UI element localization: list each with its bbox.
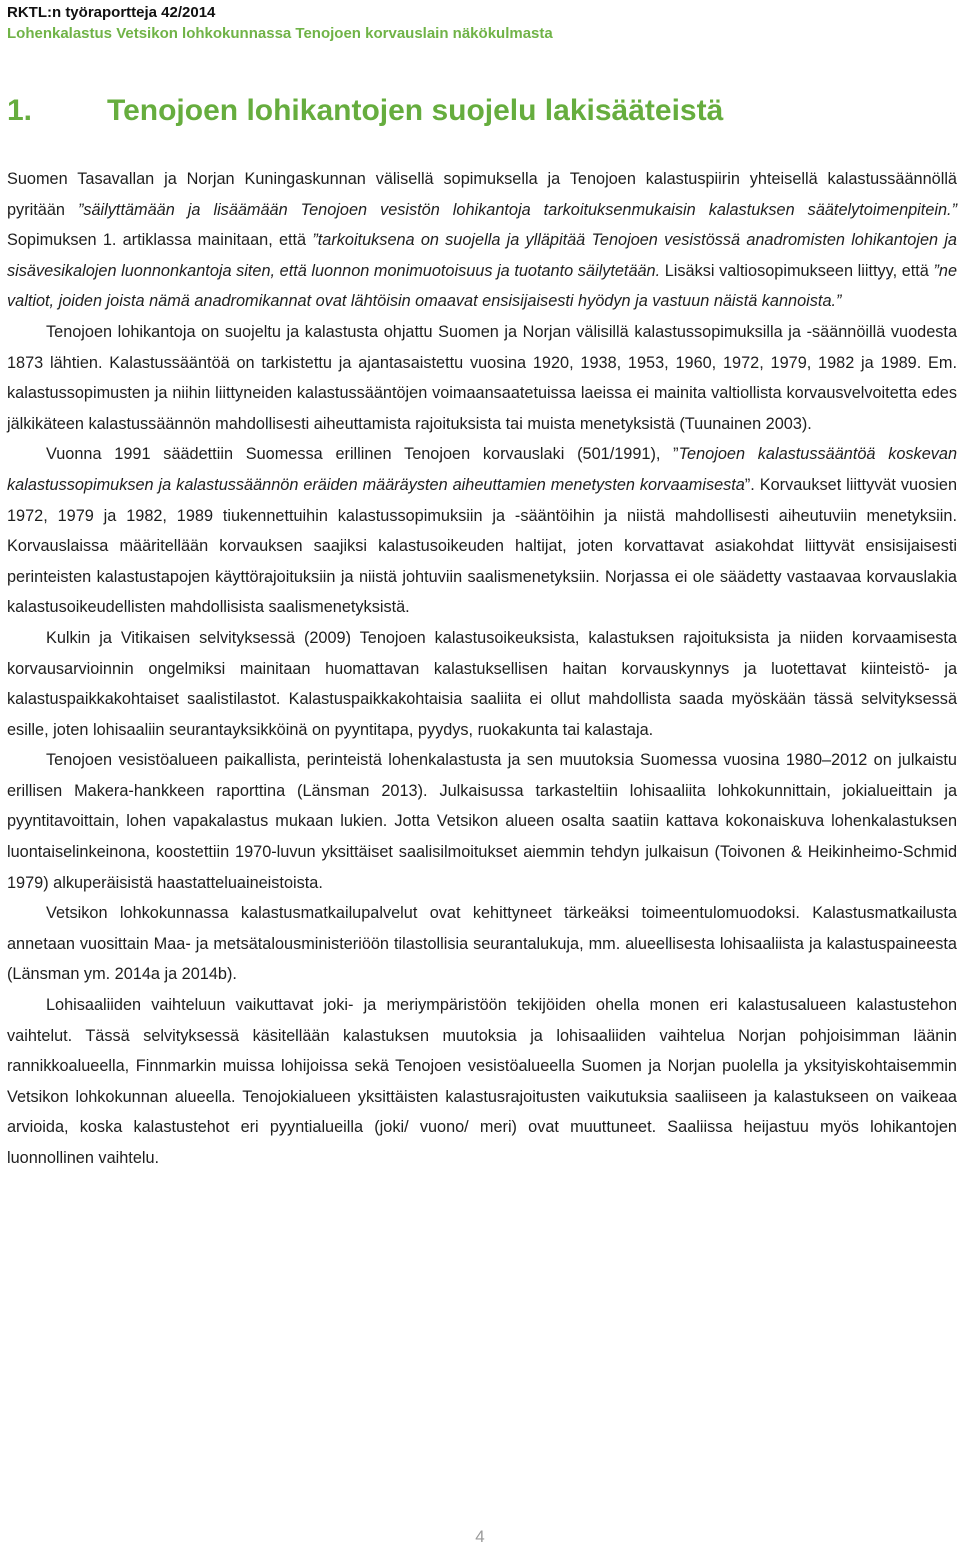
quoted-text: ”ne valtiot, joiden joista nämä anadromikannat ovat lähtöisin omaavat ensisijaisesti hyödyn ja vastuun näistä kannoista.”	[7, 261, 958, 311]
body-text	[7, 164, 957, 1174]
quoted-text: ”tarkoituksena on suojella ja ylläpitää Tenojoen vesistössä anadromisten lohikantojen ja sisävesikalojen luonnonkantoja siten, että luonnon monimuotoisuus ja tuotanto säilytetään.	[7, 231, 957, 280]
paragraph-text: Lisäksi valtiosopimukseen liittyy, että	[660, 261, 934, 280]
paragraph-text: Sopimuksen 1. artiklassa mainitaan, että	[7, 231, 313, 250]
paragraph-text: Suomen Tasavallan ja Norjan Kuningaskunnan välisellä sopimuksella ja Tenojoen kalastuspiirin yhteisellä kalastussäännöllä pyritään	[7, 170, 957, 219]
body-paragraph	[7, 623, 957, 745]
paragraph-text: ”. Korvaukset liittyvät vuosien 1972, 1979 ja 1982, 1989 tiukennettuihin kalastussopimuksiin ja -sääntöihin ja niistä mahdollisesti aiheutuviin menetyksiin. Korvauslaissa määritellään korvauksen saajiksi kalastusoikeuden haltijat, joten korvattavat asiakohdat liittyvät ensisijaisesti perinteisten kalastustapojen käyttörajoituksiin ja niistä johtuviin saalismenetyksiin. Norjassa ei ole säädetty vastaavaa korvauslakia kalastusoikeudellisten mahdollisista saalismenetyksistä.	[7, 475, 957, 617]
paragraph-text: Lohisaaliiden vaihteluun vaikuttavat joki- ja meriympäristöön tekijöiden ohella monen eri kalastusalueen kalastustehon vaihtelut. Tässä selvityksessä käsitellään kalastuksen muutoksia ja lohisaaliiden vaihtelua Norjan pohjoisimman läänin rannikkoalueella, Finnmarkin muissa lohijoissa sekä Tenojoen vesistöalueella Suomen ja Norjan puolella ja yksityiskohtaisemmin Vetsikon lohkokunnan alueella. Tenojokialueen yksittäisten kalastusrajoitusten vaikutuksia saaliiseen ja kalastukseen on vaikeaa arvioida, koska kalastustehot eri pyyntialueilla (joki/ vuono/ meri) ovat muuttuneet. Saaliissa heijastuu myös lohikantojen luonnollinen vaihtelu.	[7, 996, 957, 1167]
section-title: Tenojoen lohikantojen suojelu lakisääteistä	[107, 94, 724, 127]
quoted-text: ”säilyttämään ja lisäämään Tenojoen vesistön lohikantoja tarkoituksenmukaisin kalastuksen säätelytoimenpitein.”	[77, 200, 957, 219]
quoted-text: Tenojoen kalastussääntöä koskevan kalastussopimuksen ja kalastussäännön eräiden määräysten aiheuttamien menetysten korvaamisesta	[7, 445, 958, 494]
body-paragraph	[7, 164, 957, 317]
paragraph-text: Vetsikon lohkokunnassa kalastusmatkailupalvelut ovat kehittyneet tärkeäksi toimeentulomuodoksi. Kalastusmatkailusta annetaan vuosittain Maa- ja metsätalousministeriöön tilastollisia seurantalukuja, mm. alueellisesta lohisaaliista ja kalastuspaineesta (Länsman ym. 2014a ja 2014b).	[7, 904, 957, 984]
body-paragraph	[7, 898, 957, 990]
body-paragraph	[7, 317, 957, 439]
body-paragraph	[7, 990, 957, 1174]
body-paragraph	[7, 439, 957, 623]
body-paragraph	[7, 745, 957, 898]
paragraph-text: Tenojoen lohikantoja on suojeltu ja kalastusta ohjattu Suomen ja Norjan välisillä kalastussopimuksilla ja -säännöillä vuodesta 1873 lähtien. Kalastussääntöä on tarkistettu ja ajantasaistettu vuosina 1920, 1938, 1953, 1960, 1972, 1979, 1982 ja 1989. Em. kalastussopimusten ja niihin liittyneiden kalastussääntöjen voimaansaatetuissa laeissa ei mainita valtiollista korvausvelvoitetta edes jälkikäteen kalastussäännön mahdollisesti aiheuttamista rajoituksista tai muista menetyksistä (Tuunainen 2003).	[7, 322, 957, 433]
paragraph-text: Vuonna 1991 säädettiin Suomessa erillinen Tenojoen korvauslaki (501/1991), ”	[46, 445, 679, 464]
report-series-label: RKTL:n työraportteja 42/2014	[7, 4, 216, 21]
section-number: 1.	[7, 94, 33, 127]
paragraph-text: Tenojoen vesistöalueen paikallista, perinteistä lohenkalastusta ja sen muutoksia Suomessa vuosina 1980–2012 on julkaistu erillisen Makera-hankkeen raporttina (Länsman 2013). Julkaisussa tarkasteltiin lohisaaliita lohkokunnittain, jokialueittain ja pyyntitavoittain, lohen vapakalastus mukaan lukien. Jotta Vetsikon alueen osalta saatiin kattava kokonaiskuva lohenkalastuksen luontaiselinkeinona, koostettiin 1970-luvun yksittäiset saalisilmoitukset aiemmin tehdyn julkaisun (Toivonen & Heikinheimo-Schmid 1979) alkuperäisistä haastatteluaineistoista.	[7, 751, 957, 892]
report-title: Lohenkalastus Vetsikon lohkokunnassa Tenojoen korvauslain näkökulmasta	[7, 25, 553, 42]
paragraph-text: Kulkin ja Vitikaisen selvityksessä (2009) Tenojoen kalastusoikeuksista, kalastuksen rajoituksista ja niiden korvaamisesta korvausarvioinnin ongelmiksi mainitaan huomattavan kalastuksellisen haitan korvauskynnys ja luotettavat kiinteistö- ja kalastuspaikkakohtaiset saalistilastot. Kalastuspaikkakohtaisia saaliita ei ollut mahdollista saada myöskään tässä selvityksessä esille, joten lohisaaliin seurantayksikköinä on pyyntitapa, pyydys, ruokakunta tai kalastaja.	[7, 628, 957, 739]
section-heading	[7, 89, 957, 133]
page-number: 4	[475, 1527, 485, 1546]
